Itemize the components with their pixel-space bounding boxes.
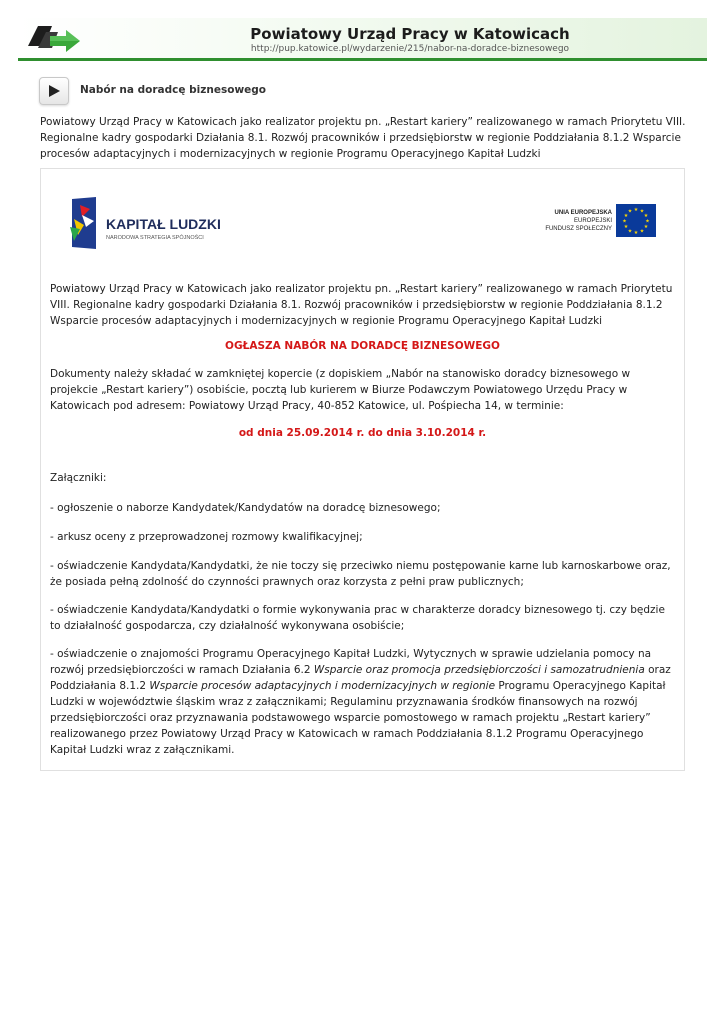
attachment-item: - oświadczenie Kandydata/Kandydatki o formie wykonywania prac w charakterze doradcy biznesowego tj. czy będzie to działalność gospodarcza, czy działalność wykonywana osobiście;: [50, 604, 665, 632]
arrow-button[interactable]: [39, 77, 69, 105]
attachment-text: oraz Poddziałania 8.1.2: [50, 664, 671, 692]
svg-text:★: ★: [645, 218, 650, 225]
content-box: [40, 168, 685, 771]
svg-text:★: ★: [627, 228, 633, 235]
attachment-item: - ogłoszenie o naborze Kandydatek/Kandydatów na doradcę biznesowego;: [50, 502, 441, 514]
attachment-italic: Wsparcie procesów adaptacyjnych i modernizacyjnych w regionie: [149, 680, 496, 692]
svg-text:★: ★: [623, 224, 629, 230]
svg-text:★: ★: [627, 208, 633, 215]
kapital-ludzki-subtitle: NARODOWA STRATEGIA SPÓJNOŚCI: [106, 235, 204, 241]
site-header: [18, 18, 707, 61]
deadline-dates: od dnia 25.09.2014 r. do dnia 3.10.2014 r.: [238, 427, 487, 439]
svg-text:★: ★: [633, 230, 639, 236]
attachment-item: [50, 646, 675, 758]
announcement-heading: OGŁASZA NABÓR NA DORADCĘ BIZNESOWEGO: [225, 340, 500, 352]
svg-text:★: ★: [622, 218, 627, 225]
submission-paragraph: Dokumenty należy składać w zamkniętej kopercie (z dopiskiem „Nabór na stanowisko doradcy biznesowego w projekcie „Restart kariery”) osobiście, pocztą lub kurierem w Biurze Podawczym Powiatowego Urzędu Pracy w Katowicach pod adresem: Powiatowy Urząd Pracy, 40-852 Katowice, ul. Pośpiecha 14, w terminie:: [50, 368, 631, 412]
site-title: Powiatowy Urząd Pracy w Katowicach: [250, 25, 570, 43]
intro-paragraph: Powiatowy Urząd Pracy w Katowicach jako realizator projektu pn. „Restart kariery” realizowanego w ramach Priorytetu VIII. Regionalne kadry gospodarki Działania 8.1. Rozwój pracowników i przedsiębiorstw w regionie Poddziałania 8.1.2 Wsparcie procesów adaptacyjnych i modernizacyjnych w regionie Programu Operacyjnego Kapitał Ludzki: [40, 116, 686, 160]
eu-label-1: UNIA EUROPEJSKA: [554, 210, 612, 216]
pup-logo-icon: [24, 20, 84, 56]
kapital-ludzki-logo: [66, 195, 236, 251]
attachment-italic: Wsparcie oraz promocja przedsiębiorczości i samozatrudnienia: [313, 664, 645, 676]
attachment-text: Programu Operacyjnego Kapitał Ludzki w województwie śląskim wraz z załącznikami; Regulaminu przyznawania środków finansowych na rozwój przedsiębiorczości oraz przyznawania podstawowego wsparcie pomostowego w ramach projektu „Restart kariery” realizowanego przez Powiatowy Urząd Pracy w Katowicach w ramach Poddziałania 8.1.2 Programu Operacyjnego Kapitał Ludzki wraz z załącznikami.: [50, 680, 666, 756]
svg-text:★: ★: [623, 213, 629, 219]
attachments-heading: Załączniki:: [50, 472, 107, 484]
play-arrow-icon: [47, 84, 61, 98]
svg-text:★: ★: [643, 224, 649, 230]
page-title: Nabór na doradcę biznesowego: [80, 84, 267, 96]
project-paragraph: Powiatowy Urząd Pracy w Katowicach jako realizator projektu pn. „Restart kariery” realizowanego w ramach Priorytetu VIII. Regionalne kadry gospodarki Działania 8.1. Rozwój pracowników i przedsiębiorstw w regionie Poddziałania 8.1.2 Wsparcie procesów adaptacyjnych i modernizacyjnych w regionie Programu Operacyjnego Kapitał Ludzki: [50, 283, 673, 327]
svg-text:★: ★: [639, 208, 645, 215]
site-url[interactable]: http://pup.katowice.pl/wydarzenie/215/nabor-na-doradce-biznesowego: [250, 44, 570, 54]
eu-label-3: FUNDUSZ SPOŁECZNY: [545, 226, 612, 232]
kapital-ludzki-title: KAPITAŁ LUDZKI: [106, 216, 221, 232]
eu-logo: [526, 202, 658, 242]
svg-text:★: ★: [633, 207, 639, 213]
attachment-text: - oświadczenie o znajomości Programu Operacyjnego Kapitał Ludzki, Wytycznych w sprawie udzielania pomocy na rozwój przedsiębiorczości w ramach Działania 6.2: [50, 648, 652, 676]
svg-text:★: ★: [639, 228, 645, 235]
attachment-item: - oświadczenie Kandydata/Kandydatki, że nie toczy się przeciwko niemu postępowanie karne lub karnoskarbowe oraz, że posiada pełną zdolność do czynności prawnych oraz korzysta z pełni praw publicznych;: [50, 560, 671, 588]
eu-label-2: EUROPEJSKI: [573, 218, 612, 224]
attachment-item: - arkusz oceny z przeprowadzonej rozmowy kwalifikacyjnej;: [50, 531, 363, 543]
svg-text:★: ★: [643, 213, 649, 219]
